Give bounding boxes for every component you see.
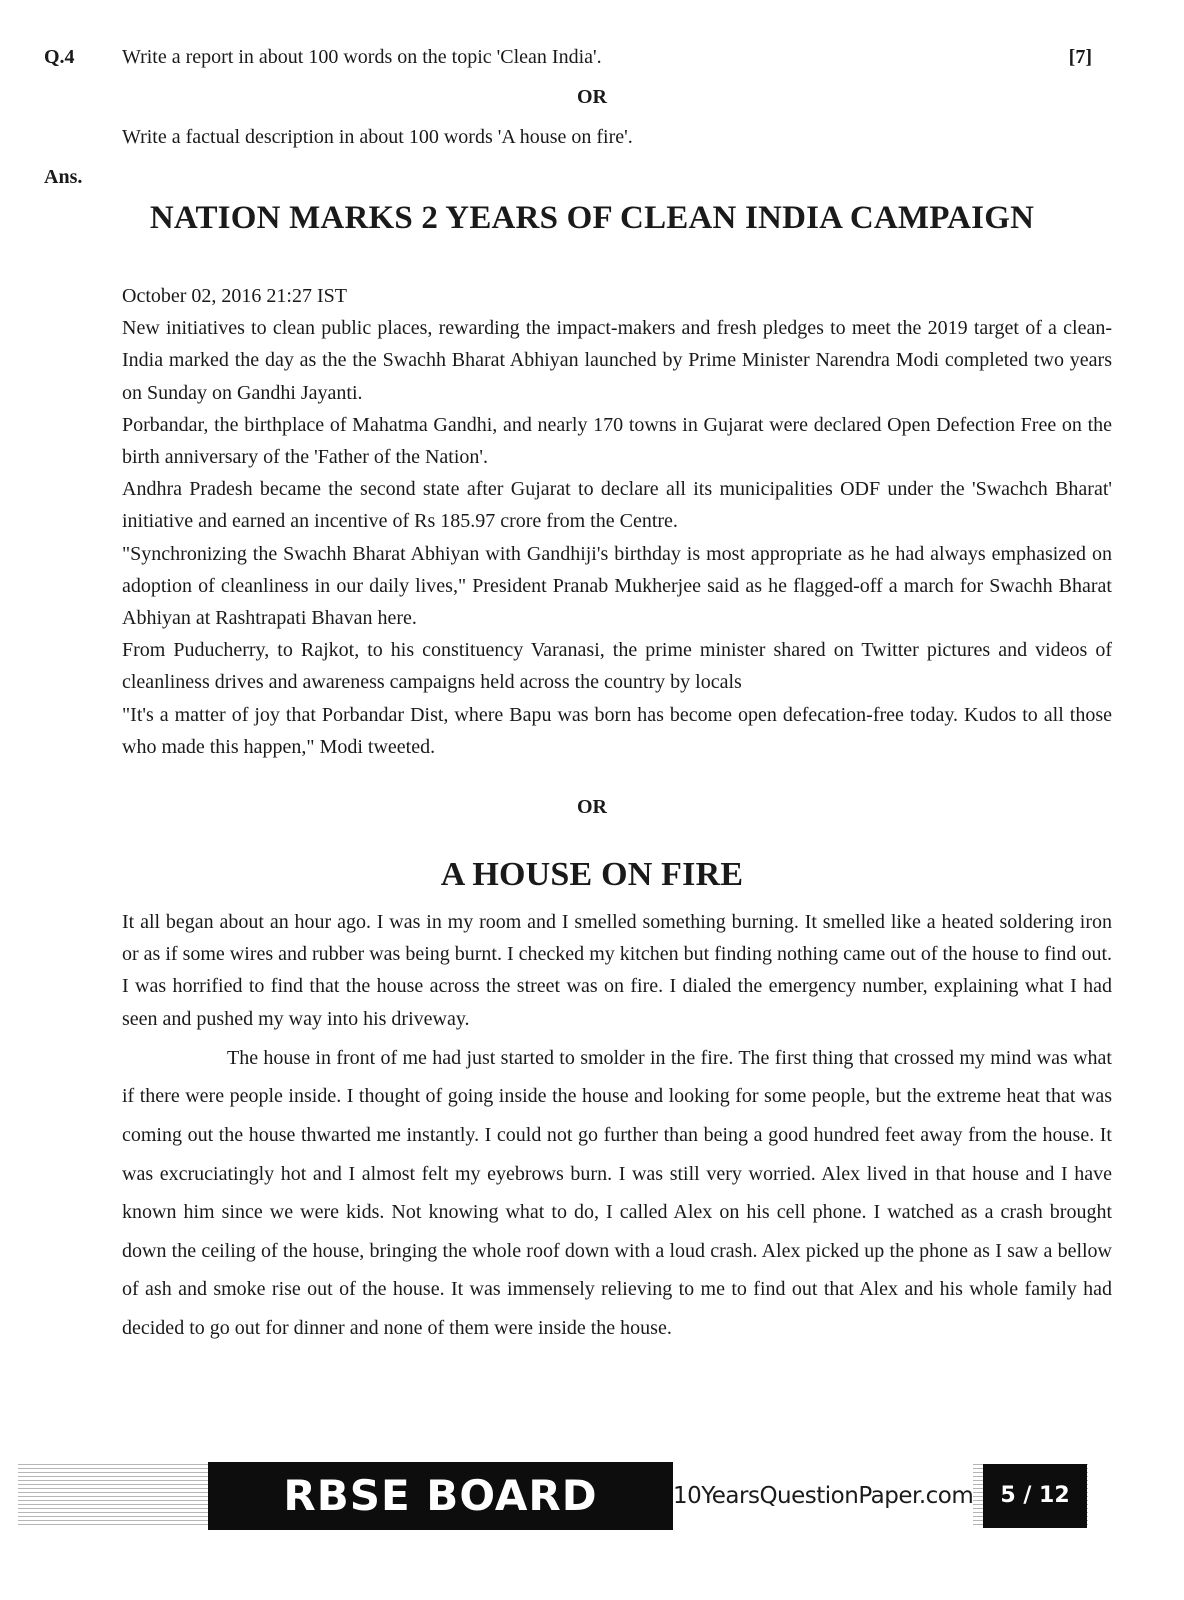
essay-heading: A HOUSE ON FIRE (440, 856, 744, 893)
report-paragraph: Porbandar, the birthplace of Mahatma Gandhi, and nearly 170 towns in Gujarat were declared Open Defection Free on the birth anniversary of the 'Father of the Nation'. (122, 413, 1112, 469)
report-paragraph: Andhra Pradesh became the second state after Gujarat to declare all its municipalities ODF under the 'Swachch Bharat' initiative and earned an incentive of Rs 185.97 crore from the Centre. (122, 478, 1112, 533)
report-paragraph: "Synchronizing the Swachh Bharat Abhiyan with Gandhiji's birthday is most appropriate as he had always emphasized on adoption of cleanliness in our daily lives," President Pranab Mukherjee said as he flagged-off a march for Swachh Bharat Abhiyan at Rashtrapati Bhavan here. (122, 542, 1112, 630)
question-alternative: Write a factual description in about 100 words 'A house on fire'. (122, 126, 633, 148)
or-divider-2: OR (577, 796, 607, 818)
or-divider: OR (577, 86, 607, 108)
essay-paragraph: The house in front of me had just started to smolder in the fire. The first thing that crossed my mind was what if there were people inside. I thought of going inside the house and looking for some people, but the extreme heat that was coming out the house thwarted me instantly. I could not go further than being a good hundred feet away from the house. It was excruciatingly hot and I almost felt my eyebrows burn. I was still very worried. Alex lived in that house and I have known him since we were kids. Not knowing what to do, I called Alex on his cell phone. I watched as a crash brought down the ceiling of the house, bringing the whole roof down with a loud crash. Alex picked up the phone as I saw a bellow of ash and smoke rise out of the house. It was immensely relieving to me to find out that Alex and his whole family had decided to go out for dinner and none of them were inside the house. (122, 1046, 1112, 1339)
report-paragraph: "It's a matter of joy that Porbandar Dist, where Bapu was born has become open defecation-free today. Kudos to all those who made this happen," Modi tweeted. (122, 703, 1112, 758)
page-number: 5 / 12 (983, 1464, 1087, 1528)
answer-label: Ans. (44, 166, 83, 188)
question-marks: [7] (1068, 46, 1092, 68)
question-text: Write a report in about 100 words on the topic 'Clean India'. (122, 46, 602, 68)
site-name: 10YearsQuestionPaper.com (673, 1462, 973, 1530)
report-paragraph: From Puducherry, to Rajkot, to his constituency Varanasi, the prime minister shared on Twitter pictures and videos of cleanliness drives and awareness campaigns held across the country by locals (122, 639, 1112, 694)
essay-body (122, 906, 1112, 1348)
report-body (122, 280, 1112, 763)
brand-logo-text: RBSE BOARD (283, 1471, 598, 1520)
question-number: Q.4 (44, 46, 75, 68)
page-footer (18, 1462, 1088, 1534)
report-paragraph: New initiatives to clean public places, rewarding the impact-makers and fresh pledges to meet the 2019 target of a clean-India marked the day as the the Swachh Bharat Abhiyan launched by Prime Minister Narendra Modi completed two years on Sunday on Gandhi Jayanti. (122, 317, 1112, 404)
essay-paragraph: It all began about an hour ago. I was in my room and I smelled something burning. It smelled like a heated soldering iron or as if some wires and rubber was being burnt. I checked my kitchen but finding nothing came out of the house to find out. I was horrified to find that the house across the street was on fire. I dialed the emergency number, explaining what I had seen and pushed my way into his driveway. (122, 911, 1112, 1030)
report-heading: NATION MARKS 2 YEARS OF CLEAN INDIA CAMPAIGN (149, 200, 1035, 236)
report-dateline: October 02, 2016 21:27 IST (122, 285, 347, 307)
